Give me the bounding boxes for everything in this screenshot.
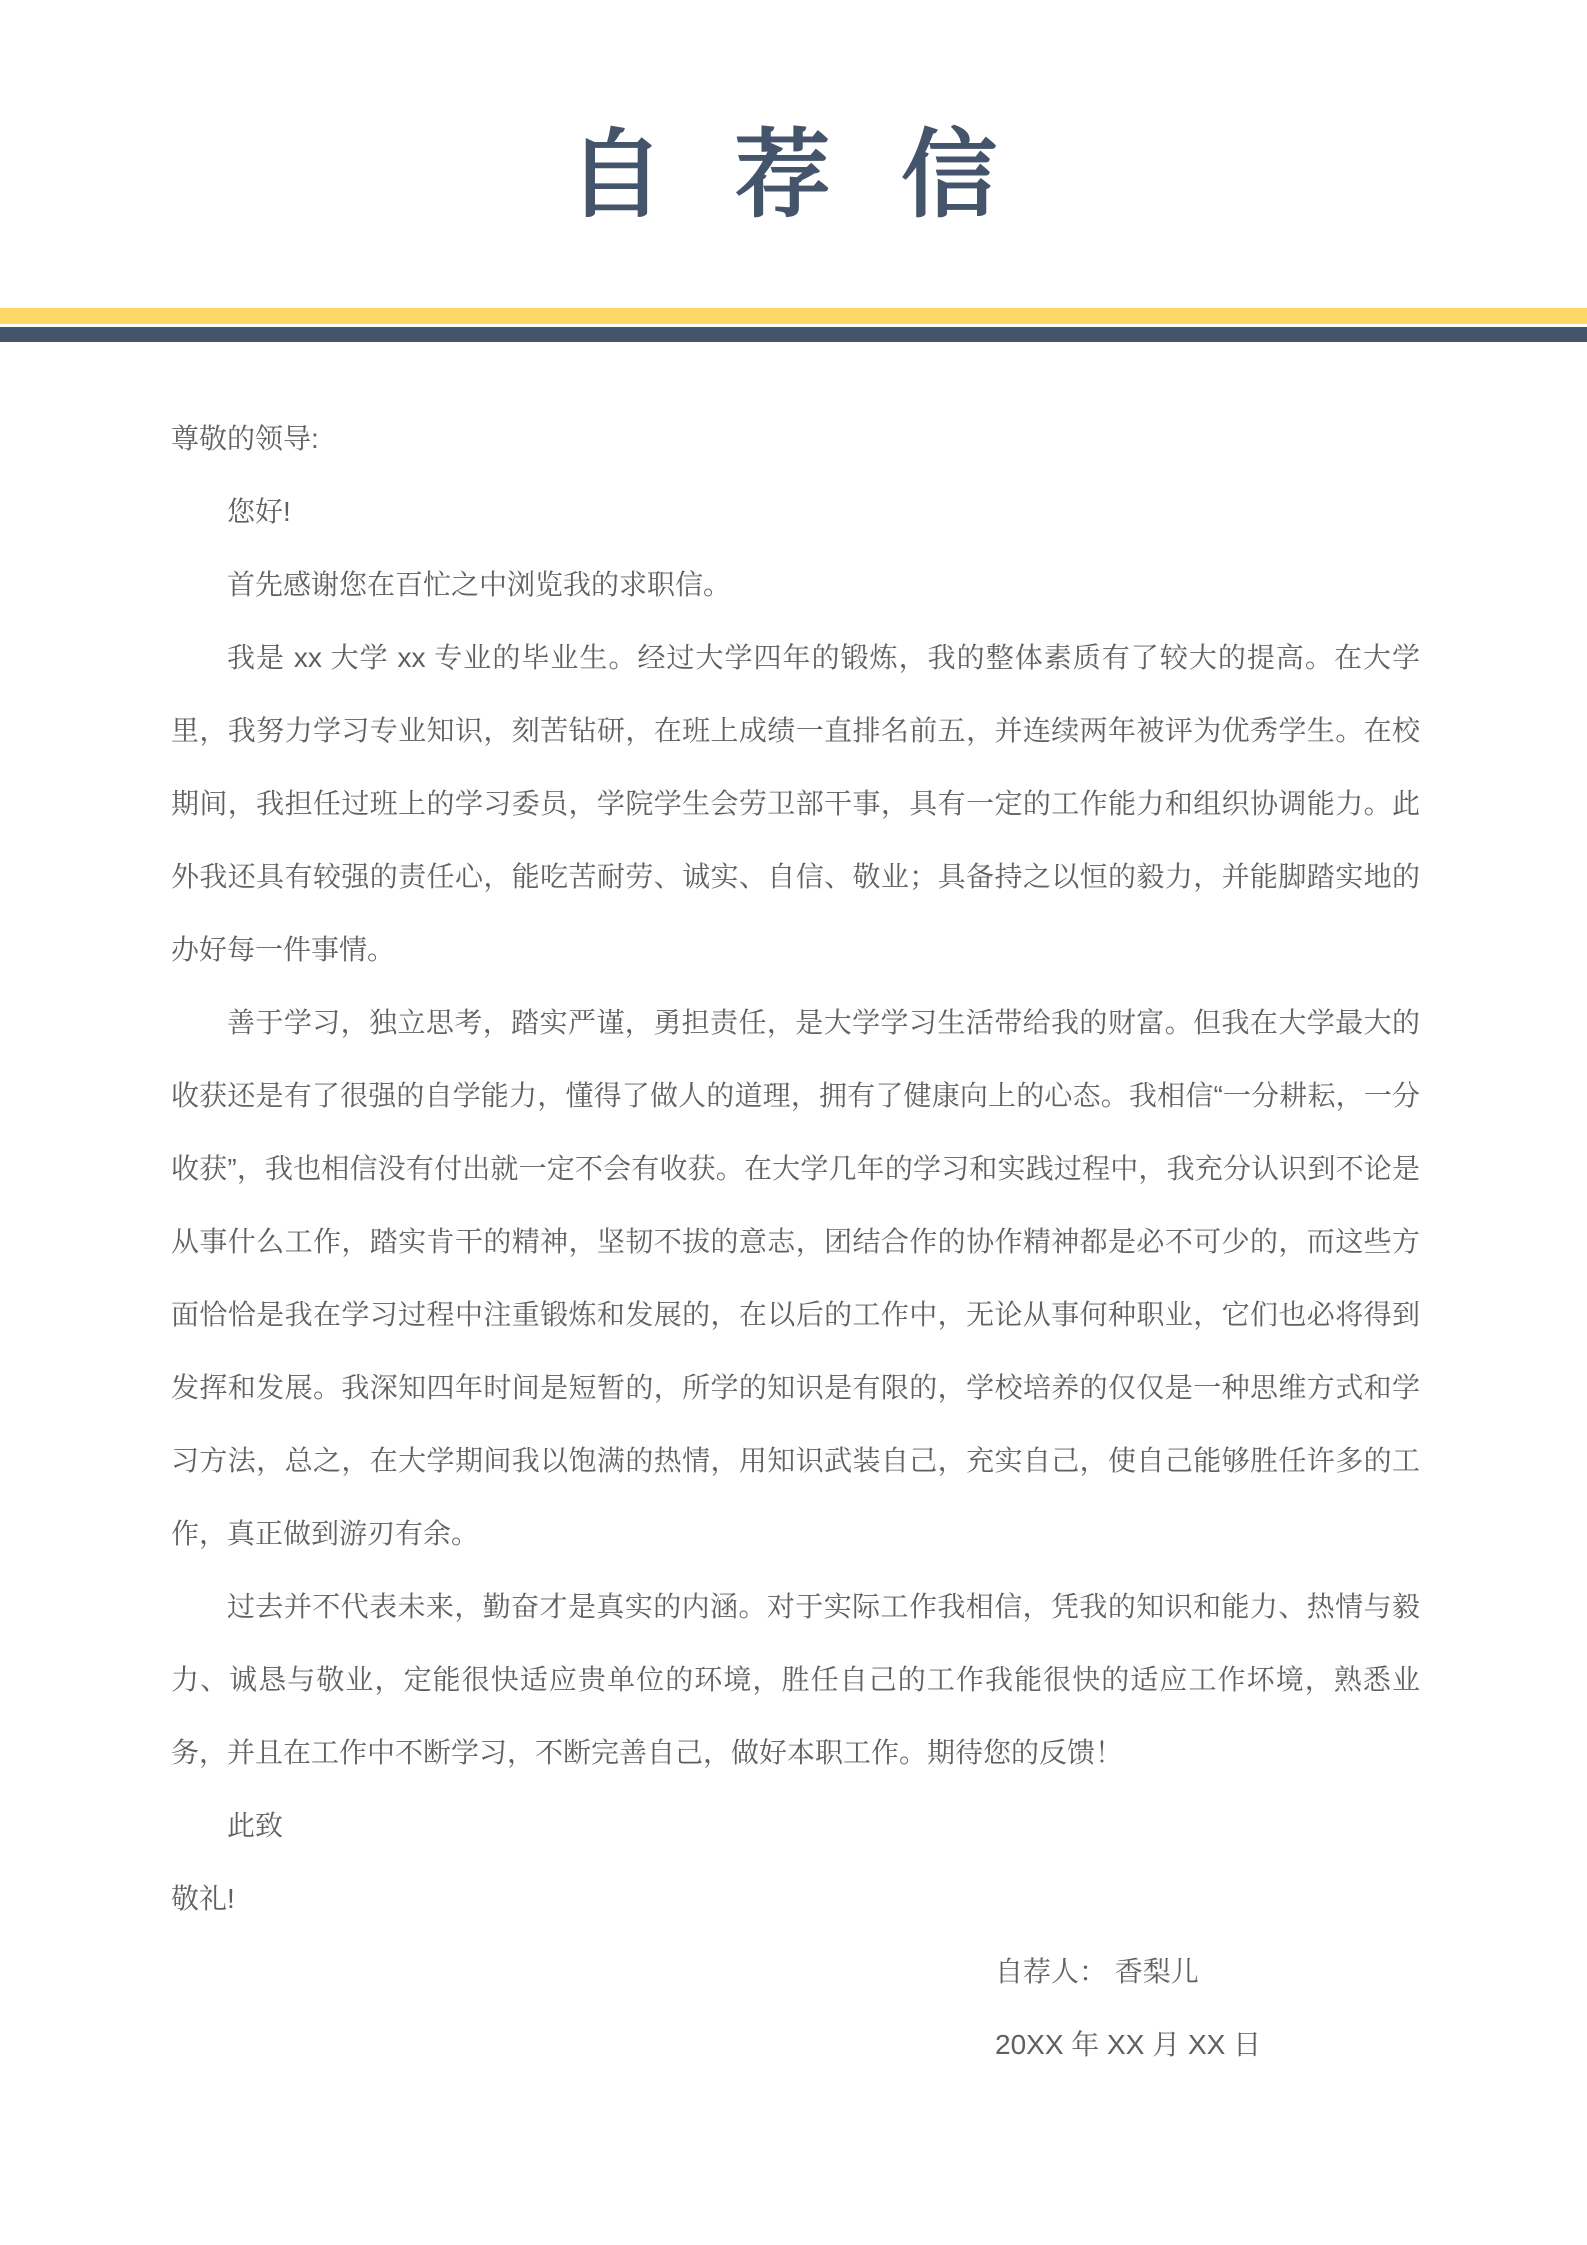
closing-cizhi: 此致 [227,1810,284,1841]
letter-paragraph: 过去并不代表未来，勤奋才是真实的内涵。对于实际工作我相信，凭我的知识和能力、热情与毅力、诚恳与敬业，定能很快适应贵单位的环境，胜任自己的工作我能很快的适应工作坏境，熟悉业务，并且在工作中不断学习，不断完善自己，做好本职工作。期待您的反馈！ [171,1591,1420,1768]
accent-bar-yellow [0,308,1587,324]
signer-line: 自荐人： 香梨儿 [995,1956,1199,1987]
letter-paragraph: 首先感谢您在百忙之中浏览我的求职信。 [227,569,732,600]
page-title: 自 荐 信 [567,122,1020,229]
letter-paragraph: 我是 xx 大学 xx 专业的毕业生。经过大学四年的锻炼，我的整体素质有了较大的提高。在大学里，我努力学习专业知识，刻苦钻研，在班上成绩一直排名前五，并连续两年被评为优秀学生。在校期间，我担任过班上的学习委员，学院学生会劳卫部干事，具有一定的工作能力和组织协调能力。此外我还具有较强的责任心，能吃苦耐劳、诚实、自信、敬业；具备持之以恒的毅力，并能脚踏实地的办好每一件事情。 [171,642,1420,965]
closing-jingli: 敬礼! [171,1883,235,1914]
letter-paragraph: 您好! [227,496,291,527]
paragraphs [171,475,1420,1789]
salutation: 尊敬的领导: [171,423,319,454]
signature-block [171,1935,1420,2081]
letter-body [0,402,1587,2081]
accent-bar-dark [0,327,1587,342]
date-line: 20XX 年 XX 月 XX 日 [995,2029,1262,2060]
letter-paragraph: 善于学习，独立思考，踏实严谨，勇担责任，是大学学习生活带给我的财富。但我在大学最大的收获还是有了很强的自学能力，懂得了做人的道理，拥有了健康向上的心态。我相信“一分耕耘，一分收获”，我也相信没有付出就一定不会有收获。在大学几年的学习和实践过程中，我充分认识到不论是从事什么工作，踏实肯干的精神，坚韧不拔的意志，团结合作的协作精神都是必不可少的，而这些方面恰恰是我在学习过程中注重锻炼和发展的，在以后的工作中，无论从事何种职业，它们也必将得到发挥和发展。我深知四年时间是短暂的，所学的知识是有限的，学校培养的仅仅是一种思维方式和学习方法，总之，在大学期间我以饱满的热情，用知识武装自己，充实自己，使自己能够胜任许多的工作，真正做到游刃有余。 [171,1007,1420,1549]
